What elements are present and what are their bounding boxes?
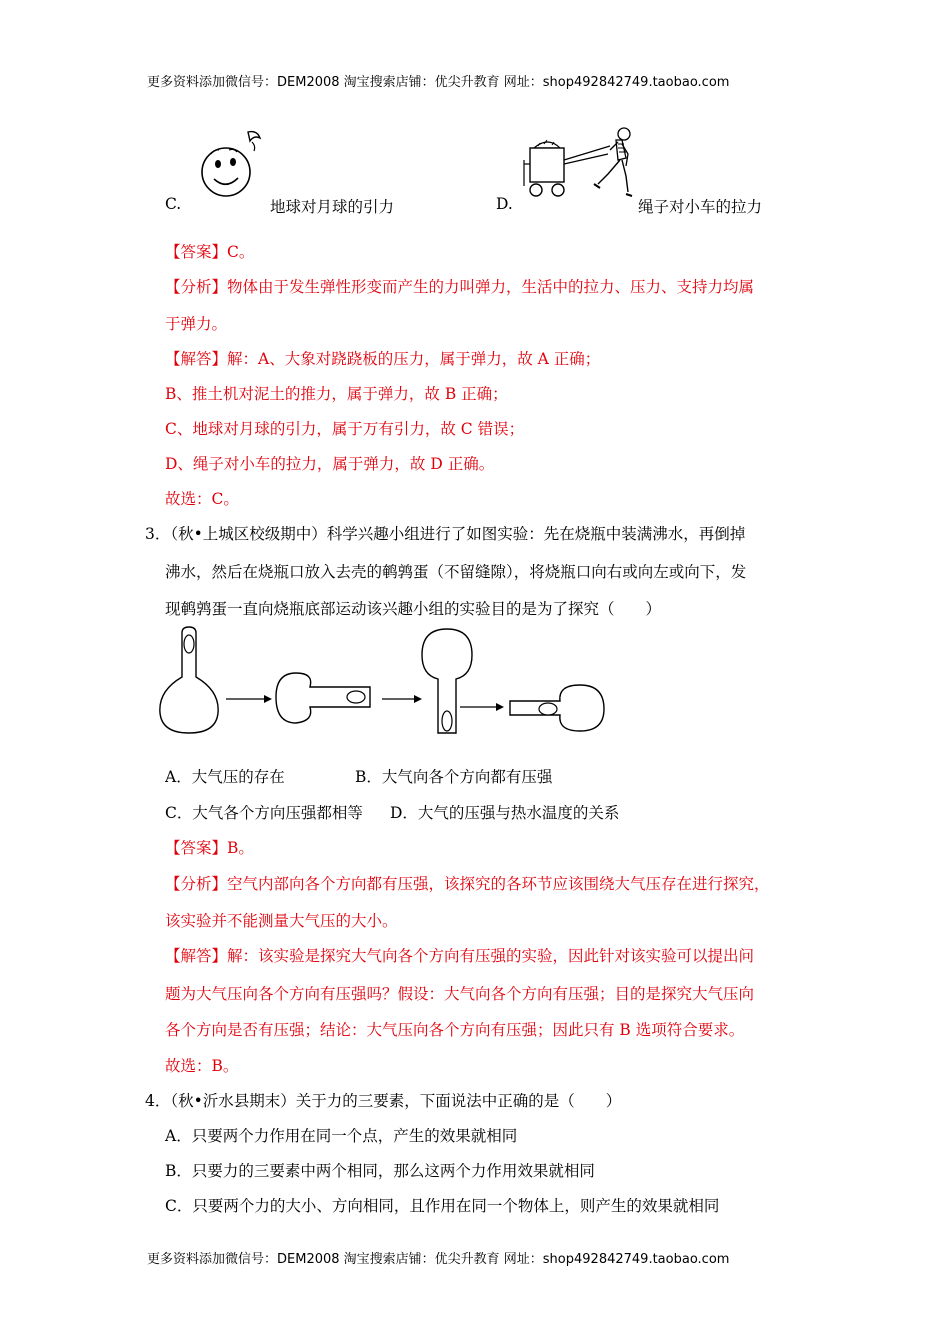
q4-option-c: C．只要两个力的大小、方向相同，且作用在同一个物体上，则产生的效果就相同 [165,1197,720,1215]
earth-moon-illustration [196,124,276,202]
q3-choice: 故选：B。 [165,1057,239,1075]
q2-solution-line2: B、推土机对泥土的推力，属于弹力，故 B 正确； [165,385,508,403]
q3-option-b: B．大气向各个方向都有压强 [355,768,553,786]
flask-experiment-diagram [160,625,610,737]
q3-stem-line3: 现鹌鹑蛋一直向烧瓶底部运动该兴趣小组的实验目的是为了探究（ ） [165,600,662,618]
q3-analysis-line1: 【分析】空气内部向各个方向都有压强，该探究的各环节应该围绕大气压存在进行探究， [165,875,770,893]
q3-analysis-line2: 该实验并不能测量大气压的大小。 [165,912,398,930]
q3-option-d: D．大气的压强与热水温度的关系 [390,804,620,822]
q4-option-a: A．只要两个力作用在同一个点，产生的效果就相同 [165,1127,518,1145]
rope-cart-illustration [522,126,640,202]
q4-stem: 4．（秋•沂水县期末）关于力的三要素，下面说法中正确的是（ ） [145,1092,622,1110]
q3-answer: 【答案】B。 [165,839,254,857]
q2-solution-line3: C、地球对月球的引力，属于万有引力，故 C 错误； [165,420,525,438]
q2-analysis-line2: 于弹力。 [165,315,228,333]
q2-option-d-letter: D. [496,195,513,213]
q3-stem-line1: 3．（秋•上城区校级期中）科学兴趣小组进行了如图实验：先在烧瓶中装满沸水，再倒掉 [145,525,746,543]
page-footer: 更多资料添加微信号：DEM2008 淘宝搜索店铺：优尖升教育 网址：shop492842749.taobao.com [147,1252,730,1267]
q2-analysis-line1: 【分析】物体由于发生弹性形变而产生的力叫弹力，生活中的拉力、压力、支持力均属 [165,278,755,296]
page-header: 更多资料添加微信号：DEM2008 淘宝搜索店铺：优尖升教育 网址：shop492842749.taobao.com [147,75,730,90]
q3-solution-line2: 题为大气压向各个方向有压强吗？假设：大气向各个方向有压强；目的是探究大气压向 [165,985,755,1003]
q2-choice: 故选：C。 [165,490,239,508]
q2-option-c-letter: C. [165,195,182,213]
q2-solution-line1: 【解答】解：A、大象对跷跷板的压力，属于弹力，故 A 正确； [165,350,601,368]
q3-solution-line1: 【解答】解：该实验是探究大气向各个方向有压强的实验，因此针对该实验可以提出问 [165,947,755,965]
q3-option-a: A．大气压的存在 [165,768,285,786]
q2-solution-line4: D、绳子对小车的拉力，属于弹力，故 D 正确。 [165,455,495,473]
q3-option-c: C．大气各个方向压强都相等 [165,804,363,822]
q3-solution-line3: 各个方向是否有压强；结论：大气压向各个方向有压强；因此只有 B 选项符合要求。 [165,1021,745,1039]
q4-option-b: B．只要力的三要素中两个相同，那么这两个力作用效果就相同 [165,1162,595,1180]
q2-option-d-text: 绳子对小车的拉力 [638,198,763,216]
q2-option-c-text: 地球对月球的引力 [270,198,395,216]
q2-answer: 【答案】C。 [165,243,255,261]
q3-stem-line2: 沸水，然后在烧瓶口放入去壳的鹌鹑蛋（不留缝隙），将烧瓶口向右或向左或向下，发 [165,563,747,581]
